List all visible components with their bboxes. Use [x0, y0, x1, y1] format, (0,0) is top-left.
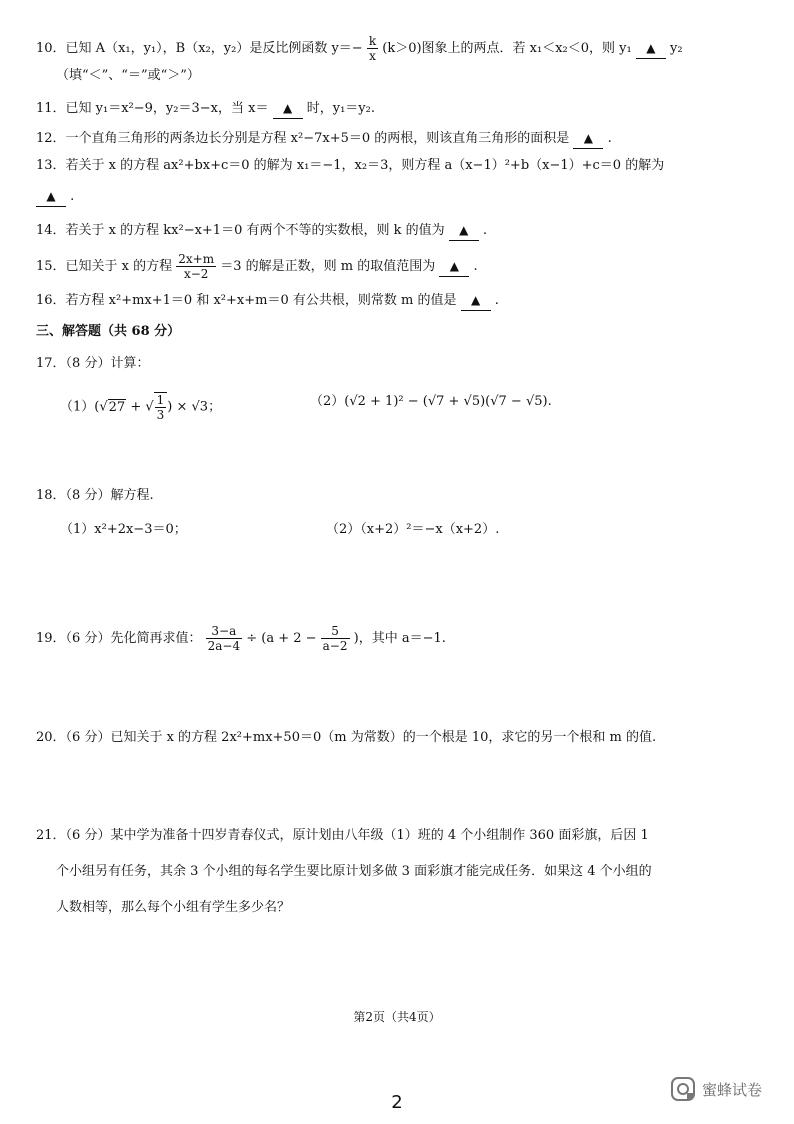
- question-10-note: （填“＜”、“＝”或“＞”）: [56, 68, 200, 83]
- fraction-5-over-a-minus-2: $\frac{5}{a-2}$: [322, 624, 348, 653]
- answer-blank[interactable]: ▲: [273, 98, 303, 119]
- question-21-line-1: 21．（6 分）某中学为准备十四岁青春仪式，原计划由八年级（1）班的 4 个小组制作 360 面彩旗，后因 1: [36, 828, 649, 843]
- watermark: [670, 1076, 762, 1102]
- question-20: 20．（6 分）已知关于 x 的方程 2x²+mx+50＝0（m 为常数）的一个根是 10，求它的另一个根和 m 的值.: [36, 730, 657, 745]
- fraction-3-minus-a: $\frac{3-a}{2a-4}$: [207, 624, 241, 653]
- page-footer: 第2页（共4页）: [353, 1010, 441, 1024]
- question-21-line-3: 人数相等，那么每个小组有学生多少名？: [56, 900, 291, 915]
- camera-icon: [670, 1076, 696, 1102]
- question-17: 17．（8 分）计算：: [36, 356, 150, 371]
- question-14: 14．若关于 x 的方程 kx²−x+1＝0 有两个不等的实数根，则 k 的值为 ▲ .: [36, 220, 487, 241]
- question-19: 19．（6 分）先化简再求值： $\frac{3-a}{2a-4}$ ÷ (a + 2 − $\frac{5}{a-2}$ )，其中 a＝−1.: [36, 624, 446, 653]
- question-17-part-2: （2）(√2 + 1)² − (√7 + √5)(√7 − √5).: [310, 394, 552, 409]
- page-number: 2: [391, 1092, 403, 1113]
- question-18-part-2: （2）（x+2）²＝−x（x+2）.: [326, 522, 500, 537]
- section-heading: 三、解答题（共 68 分）: [36, 324, 181, 339]
- question-16: 16．若方程 x²+mx+1＝0 和 x²+x+m＝0 有公共根，则常数 m 的值是 ▲ .: [36, 290, 499, 311]
- fraction-k-over-x: $\frac{k}{x}$: [368, 34, 377, 63]
- answer-blank[interactable]: ▲: [36, 186, 66, 207]
- answer-blank[interactable]: ▲: [439, 256, 469, 277]
- answer-blank[interactable]: ▲: [573, 128, 603, 149]
- fraction-one-third: $\frac{1}{3}$: [154, 392, 168, 422]
- question-10: 10．已知 A（x₁，y₁），B（x₂，y₂）是反比例函数 y＝− $\frac{k}{x}$ (k＞0)图象上的两点．若 x₁＜x₂＜0，则 y₁ ▲ y₂: [36, 34, 683, 63]
- question-21-line-2: 个小组另有任务，其余 3 个小组的每名学生要比原计划多做 3 面彩旗才能完成任务．如果这 4 个小组的: [56, 864, 652, 879]
- answer-blank[interactable]: ▲: [461, 290, 491, 311]
- question-12: 12．一个直角三角形的两条边长分别是方程 x²−7x+5＝0 的两根，则该直角三角形的面积是 ▲ .: [36, 128, 612, 149]
- question-13: 13．若关于 x 的方程 ax²+bx+c＝0 的解为 x₁＝−1，x₂＝3，则方程 a（x−1）²+b（x−1）+c＝0 的解为: [36, 158, 665, 173]
- question-13-answer-line: ▲ .: [36, 186, 74, 207]
- question-18-part-1: （1）x²+2x−3＝0；: [60, 522, 187, 537]
- answer-blank[interactable]: ▲: [636, 38, 666, 59]
- question-18: 18．（8 分）解方程.: [36, 488, 154, 503]
- fraction-2x-plus-m: $\frac{2x+m}{x-2}$: [178, 252, 215, 281]
- question-11: 11．已知 y₁＝x²−9，y₂＝3−x，当 x＝ ▲ 时，y₁＝y₂.: [36, 98, 375, 119]
- question-17-part-1: （1）(√27 + √ $\frac{1}{3}$ ) × √3；: [60, 393, 222, 422]
- question-15: 15．已知关于 x 的方程 $\frac{2x+m}{x-2}$ ＝3 的解是正数，则 m 的取值范围为 ▲ .: [36, 252, 478, 281]
- answer-blank[interactable]: ▲: [449, 220, 479, 241]
- watermark-text: 蜜蜂试卷: [701, 1080, 762, 1099]
